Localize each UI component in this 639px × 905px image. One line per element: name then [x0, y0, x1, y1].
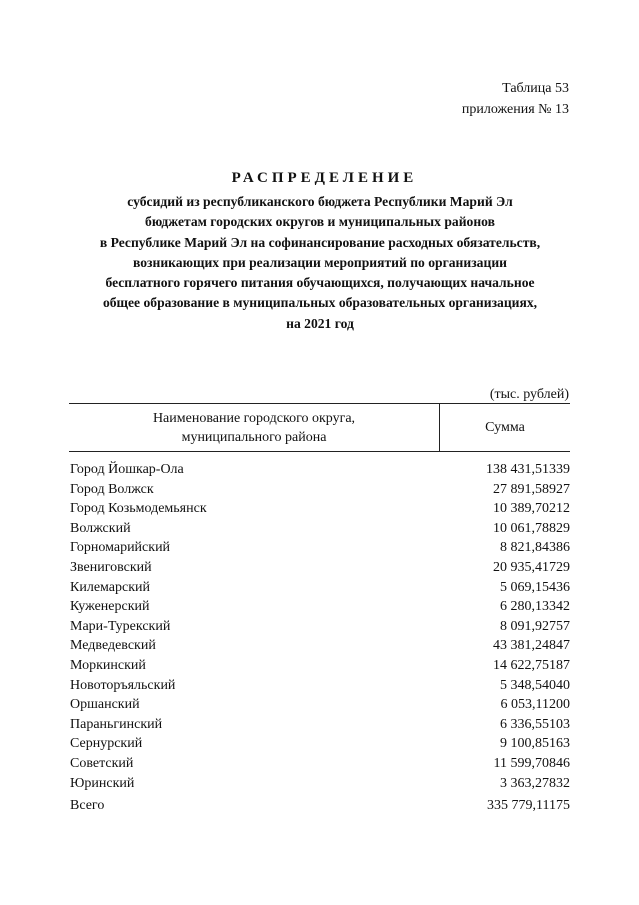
column-header-name — [69, 404, 440, 451]
row-name: Город Волжск — [70, 481, 154, 497]
row-sum: 10 389,70212 — [493, 501, 570, 517]
row-sum: 11 599,70846 — [493, 755, 570, 771]
document-subtitle — [60, 192, 580, 334]
row-name: Сернурский — [70, 736, 143, 752]
row-sum: 138 431,51339 — [486, 462, 570, 477]
table-row — [70, 676, 570, 696]
row-name: Мари-Турекский — [70, 618, 171, 634]
row-sum: 20 935,41729 — [493, 559, 570, 575]
row-sum: 6 336,55103 — [500, 716, 570, 732]
subtitle-line: бюджетам городских округов и муниципальных районов — [145, 214, 495, 230]
row-name: Моркинский — [70, 657, 146, 673]
table-body — [70, 460, 570, 793]
row-sum: 9 100,85163 — [500, 736, 570, 752]
table-row — [70, 597, 570, 617]
table-number: Таблица 53 — [502, 81, 569, 96]
table-reference — [462, 78, 569, 120]
table-row — [70, 617, 570, 637]
row-name: Медведевский — [70, 638, 156, 654]
row-name: Куженерский — [70, 599, 150, 615]
table-row — [70, 578, 570, 598]
row-sum: 5 069,15436 — [500, 579, 570, 595]
row-name: Параньгинский — [70, 716, 163, 732]
row-name: Оршанский — [70, 697, 140, 713]
table-row — [70, 695, 570, 715]
table-row — [70, 558, 570, 578]
column-header-sum: Сумма — [485, 420, 525, 435]
subtitle-line: на 2021 год — [286, 315, 354, 331]
table-row — [70, 734, 570, 754]
row-name: Звениговский — [70, 559, 152, 575]
total-label: Всего — [70, 798, 105, 813]
row-name: Волжский — [70, 520, 131, 536]
row-name: Юринский — [70, 775, 135, 791]
table-row — [70, 519, 570, 539]
row-sum: 43 381,24847 — [493, 638, 570, 654]
total-row — [70, 796, 570, 816]
table-row — [70, 499, 570, 519]
table-row — [70, 538, 570, 558]
subtitle-line: в Республике Марий Эл на софинансирование расходных обязательств, — [99, 234, 541, 250]
table-row — [70, 715, 570, 735]
document-heading: РАСПРЕДЕЛЕНИЕ — [231, 170, 418, 186]
column-header-name-line: Наименование городского округа, — [152, 411, 356, 426]
subtitle-line: общее образование в муниципальных образовательных организациях, — [102, 295, 538, 311]
row-name: Новоторъяльский — [70, 677, 176, 693]
row-name: Килемарский — [70, 579, 151, 595]
table-row — [70, 460, 570, 480]
row-sum: 10 061,78829 — [493, 520, 570, 536]
appendix-number: приложения № 13 — [461, 102, 569, 117]
row-name: Город Козьмодемьянск — [70, 501, 207, 517]
subtitle-line: возникающих при реализации мероприятий по организации — [133, 254, 507, 270]
row-sum: 5 348,54040 — [500, 677, 570, 693]
subtitle-line: бесплатного горячего питания обучающихся, получающих начальное — [105, 275, 535, 291]
row-sum: 14 622,75187 — [493, 657, 570, 673]
row-sum: 27 891,58927 — [493, 481, 570, 497]
column-header-name-line: муниципального района — [181, 430, 327, 445]
row-sum: 6 280,13342 — [500, 599, 570, 615]
table-header — [69, 403, 570, 452]
row-sum: 3 363,27832 — [500, 775, 570, 791]
table-row — [70, 656, 570, 676]
table-row — [70, 754, 570, 774]
row-sum: 8 091,92757 — [500, 618, 570, 634]
table-row — [70, 636, 570, 656]
table-row — [70, 774, 570, 794]
row-sum: 6 053,11200 — [500, 697, 570, 713]
row-sum: 8 821,84386 — [500, 540, 570, 556]
total-sum: 335 779,11175 — [487, 798, 570, 813]
table-row — [70, 480, 570, 500]
row-name: Советский — [70, 755, 134, 771]
units-label: (тыс. рублей) — [489, 387, 569, 402]
subtitle-line: субсидий из республиканского бюджета Республики Марий Эл — [127, 194, 513, 209]
row-name: Горномарийский — [70, 540, 171, 556]
row-name: Город Йошкар-Ола — [70, 462, 184, 477]
